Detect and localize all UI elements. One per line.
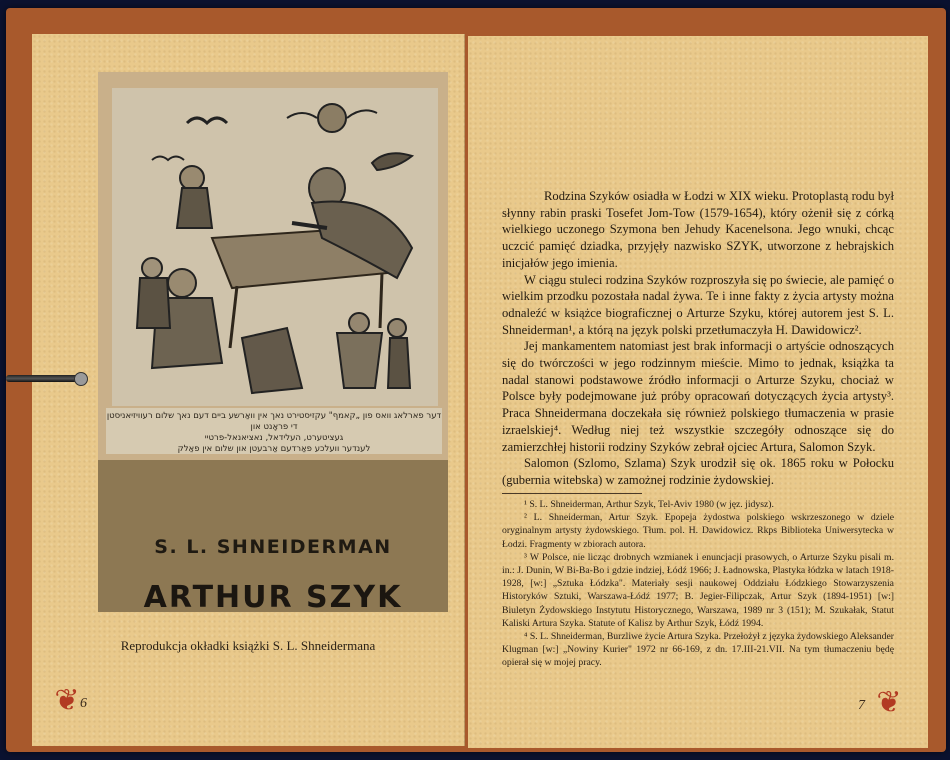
paragraph: Rodzina Szyków osiadła w Łodzi w XIX wieku. Protoplastą rodu był słynny rabin praski Tosefet Jom-Tow (1579-1654), który ożenił się z córką wielkiego uczonego Szymona ben Jehudy Kacenelsona. Jego wnuki, chcąc uczcić pamięć dziadka, przyjęły nazwisko SZYK, utworzone z hebrajskich inicjałów jego imienia.	[502, 189, 894, 270]
pen-cap-icon	[74, 372, 88, 386]
cover-title: ARTHUR SZYK	[143, 580, 403, 612]
cover-author: S. L. SHNEIDERMAN	[154, 536, 392, 558]
open-booklet	[6, 8, 946, 752]
paragraph: W ciągu stuleci rodzina Szyków rozproszyła się po świecie, ale pamięć o wielkim przodku pozostała nadal żywa. Te i inne fakty z życia artysty można odnaleźć w książce biograficznej o Arturze Szyku, której autorem jest S. L. Shneiderman¹, a którą na język polski przetłumaczyła H. Dawidowicz².	[502, 272, 894, 337]
paragraph: Jej mankamentem natomiast jest brak informacji o artyście odnoszących się do twórczości w jego rodzinnym mieście. Mimo to jednak, książka ta nadal stanowi podstawowe źródło informacji o Arturze Szyku, chociaż w Polsce były podejmowane już próby opracowań dotyczących życia artysty³. Praca Shneidermana doczekała się również polskiego tłumaczenia w prasie izraelskiej⁴. Według niej też wszystkie szczegóły odnoszące się do zamierzchłej historii rodziny Szyków zebrał ojciec Artura, Salomon Szyk.	[502, 339, 894, 454]
footnote: ³ W Polsce, nie licząc drobnych wzmianek i enuncjacji prasowych, o Arturze Szyku pisali m. in.: J. Dunin, W Bi-Ba-Bo i gdzie indziej, Łódź 1966; J. Ładnowska, Plastyka łódzka w latach 1918-1928, [w:] „Sztuka Łódzka". Materiały sesji naukowej Oddziału Łódzkiego Stowarzyszenia Historyków Sztuki, Warszawa-Łódź 1977; B. Jegier-Filipczak, Artur Szyk (1894-1951) [w:] Biuletyn Żydowskiego Instytutu Historycznego, Warszawa, 1989 nr 3 (151); M. Szukałak, Statut Kaliski Artura Szyka. Statute of Kalisz by Arthur Szyk, Łódź 1994.	[502, 551, 894, 629]
pen-icon	[6, 375, 80, 382]
right-page	[468, 36, 928, 748]
page-number-right: 7	[858, 698, 865, 713]
hebrew-caption: דער פארלאג וואס פון „קאמף" עקזיסטירט נאך אין וואַרשע ביים דעם נאך שלום רעוויזיאניסטן די פראָנט און געציטערט, העלידאל, נאציאנאל-פרטיי לענדער וועלכע פאַרדעם אַרבעטן און שלום אין פאַלק	[106, 408, 442, 454]
left-page	[32, 34, 465, 746]
footnote-rule	[502, 493, 642, 494]
caricature-drawing	[112, 88, 438, 406]
floral-ornament-icon: ❦	[54, 684, 80, 717]
paragraph: Salomon (Szlomo, Szlama) Szyk urodził się ok. 1865 roku w Połocku (gubernia witebska) w zamożnej rodzinie żydowskiej.	[502, 456, 894, 487]
footnote: ¹ S. L. Shneiderman, Arthur Szyk, Tel-Aviv 1980 (w jęz. jidysz).	[524, 499, 774, 510]
image-caption: Reprodukcja okładki książki S. L. Shneidermana	[120, 638, 376, 653]
cover-title-band	[98, 460, 448, 612]
cover-illustration	[112, 88, 438, 406]
footnote: ² L. Shneiderman, Artur Szyk. Epopeja żydostwa polskiego wskrzeszonego w dziele oryginalnym artysty żydowskiego. Tłum. pol. H. Dawidowicz. Rkps Biblioteka Uniwersytecka w Łodzi. Fragmenty w zbiorach autora.	[502, 512, 894, 550]
floral-ornament-icon: ❦	[876, 686, 902, 719]
main-text	[502, 188, 894, 489]
page-number-left: 6	[80, 696, 87, 711]
book-cover-reproduction	[98, 72, 448, 612]
footnote: ⁴ S. L. Shneiderman, Burzliwe życie Artura Szyka. Przełożył z języka żydowskiego Aleksander Klugman [w:] „Nowiny Kurier" 1972 nr 66-169, z dn. 17.III-21.VII. Na tym tłumaczeniu będę opierał się w mojej pracy.	[502, 631, 894, 669]
footnotes	[502, 498, 894, 670]
